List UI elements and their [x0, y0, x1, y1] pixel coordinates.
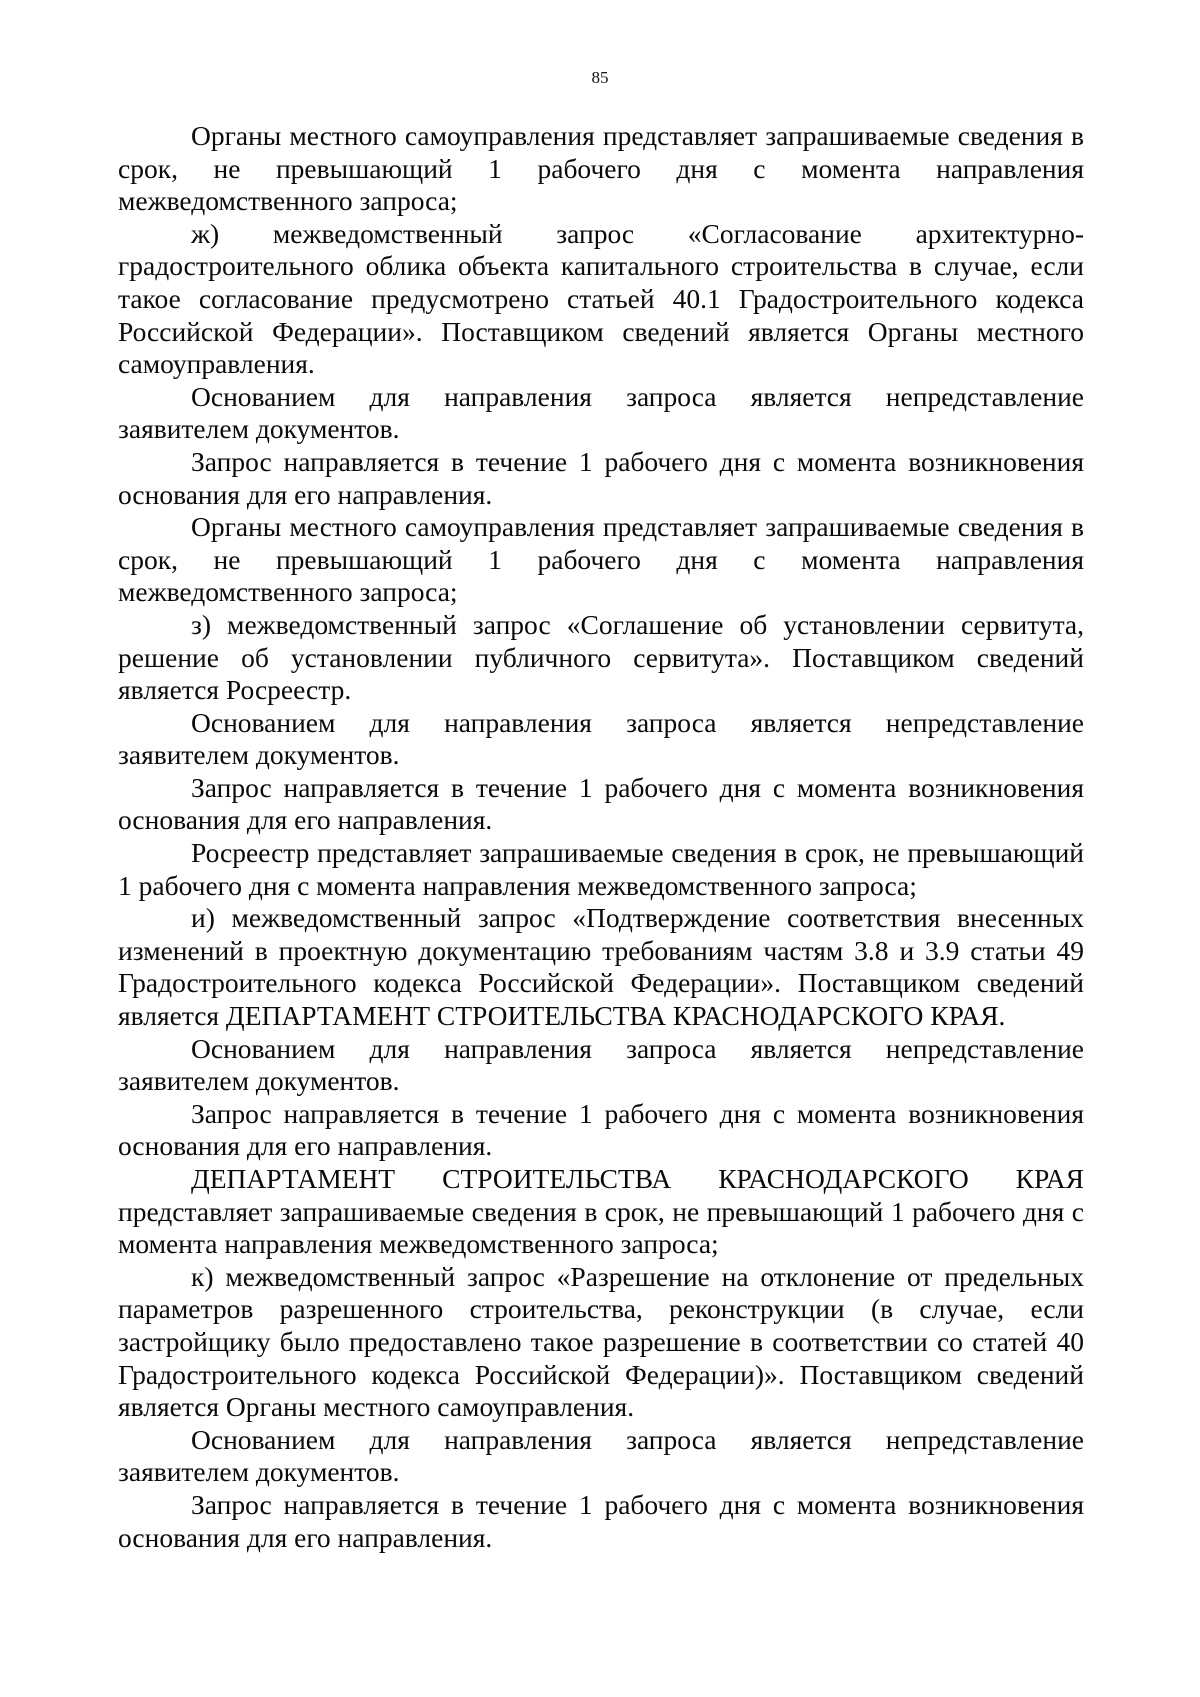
document-body — [118, 120, 1084, 1554]
paragraph: Основанием для направления запроса является непредставление заявителем документов. — [118, 706, 1084, 771]
paragraph: Основанием для направления запроса является непредставление заявителем документов. — [118, 1032, 1084, 1097]
paragraph: Запрос направляется в течение 1 рабочего дня с момента возникновения основания для его направления. — [118, 1488, 1084, 1553]
paragraph: Запрос направляется в течение 1 рабочего дня с момента возникновения основания для его направления. — [118, 771, 1084, 836]
page-number: 85 — [591, 68, 609, 87]
paragraph: Запрос направляется в течение 1 рабочего дня с момента возникновения основания для его направления. — [118, 1097, 1084, 1162]
paragraph: з) межведомственный запрос «Соглашение об установлении сервитута, решение об установлении публичного сервитута». Поставщиком сведений является Росреестр. — [118, 608, 1084, 706]
paragraph: ДЕПАРТАМЕНТ СТРОИТЕЛЬСТВА КРАСНОДАРСКОГО КРАЯ представляет запрашиваемые сведения в срок, не превышающий 1 рабочего дня с момента направления межведомственного запроса; — [118, 1163, 1084, 1260]
paragraph: и) межведомственный запрос «Подтверждение соответствия внесенных изменений в проектную документацию требованиям частям 3.8 и 3.9 статьи 49 Градостроительного кодекса Российской Федерации». Поставщиком сведений является ДЕПАРТАМЕНТ СТРОИТЕЛЬСТВА КРАСНОДАРСКОГО КРАЯ. — [118, 902, 1084, 1032]
paragraph: Органы местного самоуправления представляет запрашиваемые сведения в срок, не превышающий 1 рабочего дня с момента направления межведомственного запроса; — [118, 120, 1084, 217]
paragraph: Органы местного самоуправления представляет запрашиваемые сведения в срок, не превышающий 1 рабочего дня с момента направления межведомственного запроса; — [118, 511, 1084, 608]
paragraph: к) межведомственный запрос «Разрешение на отклонение от предельных параметров разрешенного строительства, реконструкции (в случае, если застройщику было предоставлено такое разрешение в соответствии со статей 40 Градостроительного кодекса Российской Федерации)». Поставщиком сведений является Органы местного самоуправления. — [118, 1260, 1084, 1423]
paragraph: Основанием для направления запроса является непредставление заявителем документов. — [118, 1423, 1084, 1488]
paragraph: Росреестр представляет запрашиваемые сведения в срок, не превышающий 1 рабочего дня с момента направления межведомственного запроса; — [118, 837, 1084, 901]
paragraph: Основанием для направления запроса является непредставление заявителем документов. — [118, 380, 1084, 445]
paragraph: Запрос направляется в течение 1 рабочего дня с момента возникновения основания для его направления. — [118, 445, 1084, 510]
paragraph: ж) межведомственный запрос «Согласование архитектурно-градостроительного облика объекта капитального строительства в случае, если такое согласование предусмотрено статьей 40.1 Градостроительного кодекса Российской Федерации». Поставщиком сведений является Органы местного самоуправления. — [118, 217, 1084, 380]
